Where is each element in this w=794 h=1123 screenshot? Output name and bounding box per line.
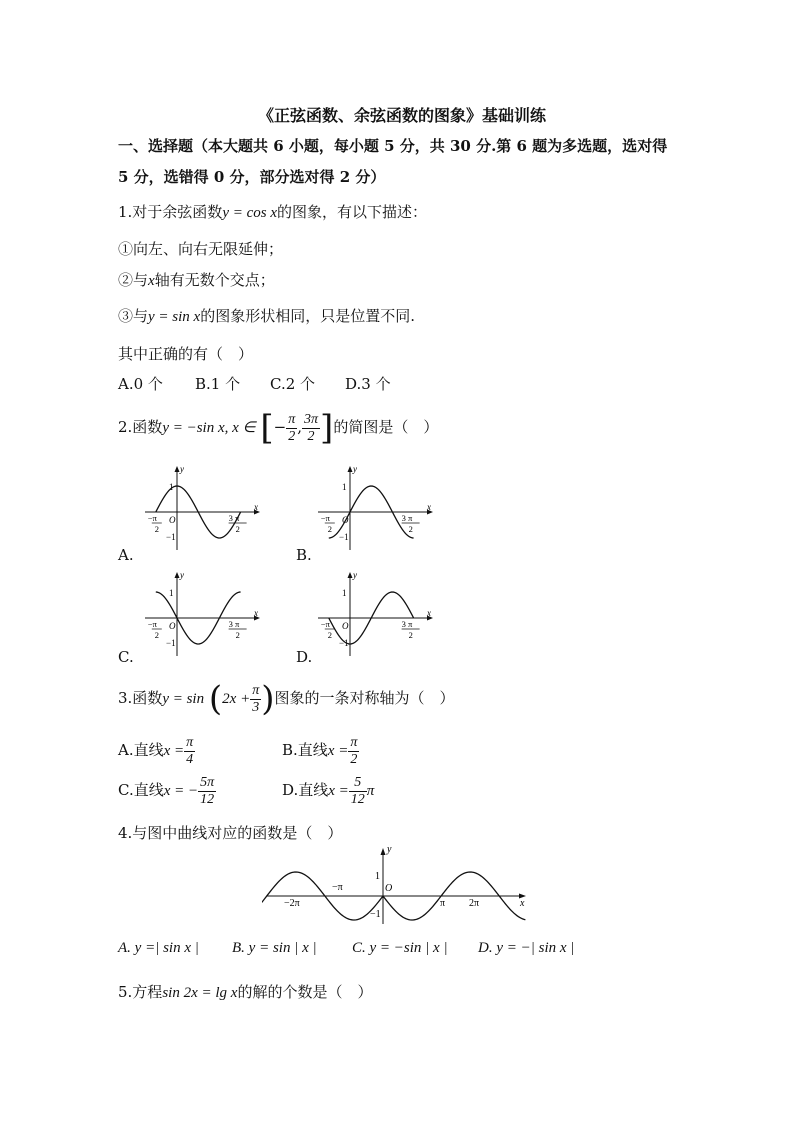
origin-label: O bbox=[342, 515, 349, 525]
q3-paren-right: ) bbox=[261, 679, 275, 719]
q2-frac1 bbox=[286, 412, 297, 445]
y-label: y bbox=[180, 464, 184, 474]
neg-one-label: −1 bbox=[166, 532, 176, 542]
q3-c-frac bbox=[198, 775, 216, 808]
q3-d-text: D.直线 bbox=[282, 781, 329, 799]
q2-label-c[interactable]: C. bbox=[118, 648, 134, 666]
right-bound-den: 2 bbox=[235, 630, 240, 640]
section-heading-line1: 一、选择题（本大题共 6 小题，每小题 5 分，共 30 分.第 6 题为多选题，选对得 bbox=[118, 137, 668, 155]
q3-frac-den: 3 bbox=[252, 699, 260, 715]
section-heading-line2: 5 分，选错得 0 分，部分选对得 2 分） bbox=[118, 168, 386, 186]
q4-option-a[interactable]: A. y =| sin x | bbox=[118, 940, 199, 956]
q3-d-den: 12 bbox=[350, 791, 365, 807]
q2-bracket-right: ] bbox=[320, 408, 334, 448]
q3-b-den: 2 bbox=[350, 751, 358, 767]
q3-b-frac bbox=[348, 735, 359, 768]
origin-label: O bbox=[169, 621, 176, 631]
x-label: x bbox=[427, 502, 431, 512]
q3-d-tail: π bbox=[366, 783, 375, 799]
q3-stem bbox=[118, 676, 454, 721]
q3-a-den: 4 bbox=[186, 751, 194, 767]
q4-option-c[interactable]: C. y = −sin | x | bbox=[352, 940, 448, 956]
left-bound-num: −π bbox=[320, 513, 330, 523]
q2-graph-d bbox=[313, 568, 443, 660]
q3-frac bbox=[250, 683, 261, 716]
q1-option-d[interactable]: D.3 个 bbox=[345, 375, 391, 393]
q2-frac2-num: 3π bbox=[304, 411, 319, 427]
q3-option-d[interactable] bbox=[282, 770, 374, 811]
q5-stem bbox=[118, 981, 372, 1002]
y-label: y bbox=[353, 464, 357, 474]
q4-option-b[interactable]: B. y = sin | x | bbox=[232, 940, 317, 956]
q2-graph-b bbox=[313, 462, 443, 554]
q3-paren-left: ( bbox=[208, 679, 223, 719]
q3-b-text: B.直线 bbox=[282, 741, 328, 759]
neg-one-label: −1 bbox=[339, 638, 349, 648]
q3-c-den: 12 bbox=[200, 791, 215, 807]
q4-y-arrow bbox=[381, 848, 386, 855]
y-axis-arrow bbox=[348, 466, 353, 472]
x-label: x bbox=[254, 502, 258, 512]
one-label: 1 bbox=[342, 588, 347, 598]
origin-label: O bbox=[169, 515, 176, 525]
q2-frac2 bbox=[302, 412, 320, 445]
q3-stem-text-a: 3.函数 bbox=[118, 689, 163, 707]
y-axis-arrow bbox=[175, 572, 180, 578]
q1-stem-math: y = cos x bbox=[222, 205, 277, 221]
q3-d-frac bbox=[349, 775, 367, 808]
one-label: 1 bbox=[342, 482, 347, 492]
q1-item2-b: 轴有无数个交点； bbox=[154, 271, 275, 289]
q2-frac2-den: 2 bbox=[307, 428, 315, 444]
q1-ask: 其中正确的有（ ） bbox=[118, 345, 254, 363]
right-bound-num: 3 π bbox=[401, 619, 413, 629]
q3-option-a[interactable] bbox=[118, 730, 195, 771]
q2-minus: − bbox=[273, 418, 287, 436]
right-bound-den: 2 bbox=[408, 630, 413, 640]
q1-item3-math: y = sin x bbox=[148, 309, 201, 325]
q3-d-num: 5 bbox=[349, 775, 367, 792]
q3-b-math: x = bbox=[327, 743, 349, 759]
q2-bracket-left: [ bbox=[260, 408, 274, 448]
q3-c-num: 5π bbox=[200, 774, 215, 790]
left-bound-num: −π bbox=[147, 619, 157, 629]
x-label: x bbox=[427, 608, 431, 618]
origin-label: O bbox=[342, 621, 349, 631]
y-axis-arrow bbox=[175, 466, 180, 472]
left-bound-num: −π bbox=[320, 619, 330, 629]
q3-option-b[interactable] bbox=[282, 730, 359, 771]
q5-stem-text-b: 的解的个数是（ ） bbox=[237, 983, 373, 1001]
q3-frac-num: π bbox=[252, 682, 260, 698]
left-bound-den: 2 bbox=[154, 524, 160, 534]
neg-one-label: −1 bbox=[339, 532, 349, 542]
q5-stem-text-a: 5.方程 bbox=[118, 983, 163, 1001]
q3-a-num: π bbox=[186, 734, 194, 750]
q3-option-c[interactable] bbox=[118, 770, 216, 811]
q2-label-d[interactable]: D. bbox=[296, 648, 313, 666]
q2-stem-text-a: 2.函数 bbox=[118, 418, 163, 436]
q4-2pi-label: 2π bbox=[469, 898, 480, 909]
q4-neg-one-label: −1 bbox=[370, 909, 381, 920]
q2-label-a[interactable]: A. bbox=[118, 546, 134, 564]
q1-stem-text-b: 的图象，有以下描述： bbox=[277, 203, 428, 221]
q1-stem-text-a: 1.对于余弦函数 bbox=[118, 203, 223, 221]
q3-c-text: C.直线 bbox=[118, 781, 164, 799]
q3-stem-math: y = sin bbox=[162, 691, 205, 707]
q4-option-d[interactable]: D. y = −| sin x | bbox=[478, 940, 575, 956]
left-bound-num: −π bbox=[147, 513, 157, 523]
q1-item3-b: 的图象形状相同，只是位置不同. bbox=[200, 307, 415, 325]
y-label: y bbox=[180, 570, 184, 580]
q3-c-math: x = − bbox=[163, 783, 199, 799]
q3-a-text: A.直线 bbox=[118, 741, 164, 759]
x-label: x bbox=[254, 608, 258, 618]
q2-frac1-num: π bbox=[288, 411, 296, 427]
q3-b-num: π bbox=[350, 734, 358, 750]
q2-stem-text-b: 的简图是（ ） bbox=[333, 418, 439, 436]
right-bound-den: 2 bbox=[235, 524, 240, 534]
q4-graph bbox=[262, 844, 534, 926]
q5-stem-math: sin 2x = lg x bbox=[162, 985, 238, 1001]
q1-item-2 bbox=[118, 269, 275, 290]
q3-d-math: x = bbox=[328, 783, 349, 799]
q1-stem bbox=[118, 201, 427, 222]
q1-item-3 bbox=[118, 305, 415, 326]
q2-label-b[interactable]: B. bbox=[296, 546, 312, 564]
one-label: 1 bbox=[169, 482, 174, 492]
right-bound-num: 3 π bbox=[228, 513, 240, 523]
q2-graph-a bbox=[140, 462, 270, 554]
q4-origin-label: O bbox=[385, 883, 393, 894]
q4-stem: 4.与图中曲线对应的函数是（ ） bbox=[118, 824, 343, 842]
q1-option-b[interactable]: B.1 个 bbox=[195, 375, 241, 393]
q1-option-a[interactable]: A.0 个 bbox=[118, 375, 163, 393]
q1-item2-math: x bbox=[148, 273, 155, 289]
q4-one-label: 1 bbox=[375, 871, 380, 882]
right-bound-num: 3 π bbox=[401, 513, 413, 523]
page-title: 《正弦函数、余弦函数的图象》基础训练 bbox=[258, 106, 547, 125]
q1-option-c[interactable]: C.2 个 bbox=[270, 375, 316, 393]
left-bound-den: 2 bbox=[327, 524, 333, 534]
y-label: y bbox=[353, 570, 357, 580]
q4-x-label: x bbox=[520, 898, 525, 909]
y-axis-arrow bbox=[348, 572, 353, 578]
right-bound-den: 2 bbox=[408, 524, 413, 534]
left-bound-den: 2 bbox=[154, 630, 160, 640]
one-label: 1 bbox=[169, 588, 174, 598]
q3-inner: 2x + bbox=[222, 691, 251, 707]
neg-one-label: −1 bbox=[166, 638, 176, 648]
q1-item3-a: ③与 bbox=[118, 307, 149, 325]
q3-a-math: x = bbox=[163, 743, 185, 759]
q4-y-label: y bbox=[387, 844, 392, 855]
right-bound-num: 3 π bbox=[228, 619, 240, 629]
q3-stem-text-b: 图象的一条对称轴为（ ） bbox=[274, 689, 455, 707]
q4-pi-label: π bbox=[440, 898, 446, 909]
q4-negpi-label: −π bbox=[332, 882, 343, 893]
left-bound-den: 2 bbox=[327, 630, 333, 640]
q1-item2-a: ②与 bbox=[118, 271, 149, 289]
q3-a-frac bbox=[184, 735, 195, 768]
q4-neg2pi-label: −2π bbox=[284, 898, 300, 909]
q2-stem-math: y = −sin x, x ∈ bbox=[162, 420, 256, 436]
q1-item-1: ①向左、向右无限延伸； bbox=[118, 240, 284, 258]
q2-frac1-den: 2 bbox=[288, 428, 296, 444]
q2-stem: 2.函数y = −sin x, x ∈ [− $\frac{\pi}{2}$ , $\frac{3\pi}{2}$ ]的简图是（ ） bbox=[118, 408, 439, 448]
q2-graph-c bbox=[140, 568, 270, 660]
